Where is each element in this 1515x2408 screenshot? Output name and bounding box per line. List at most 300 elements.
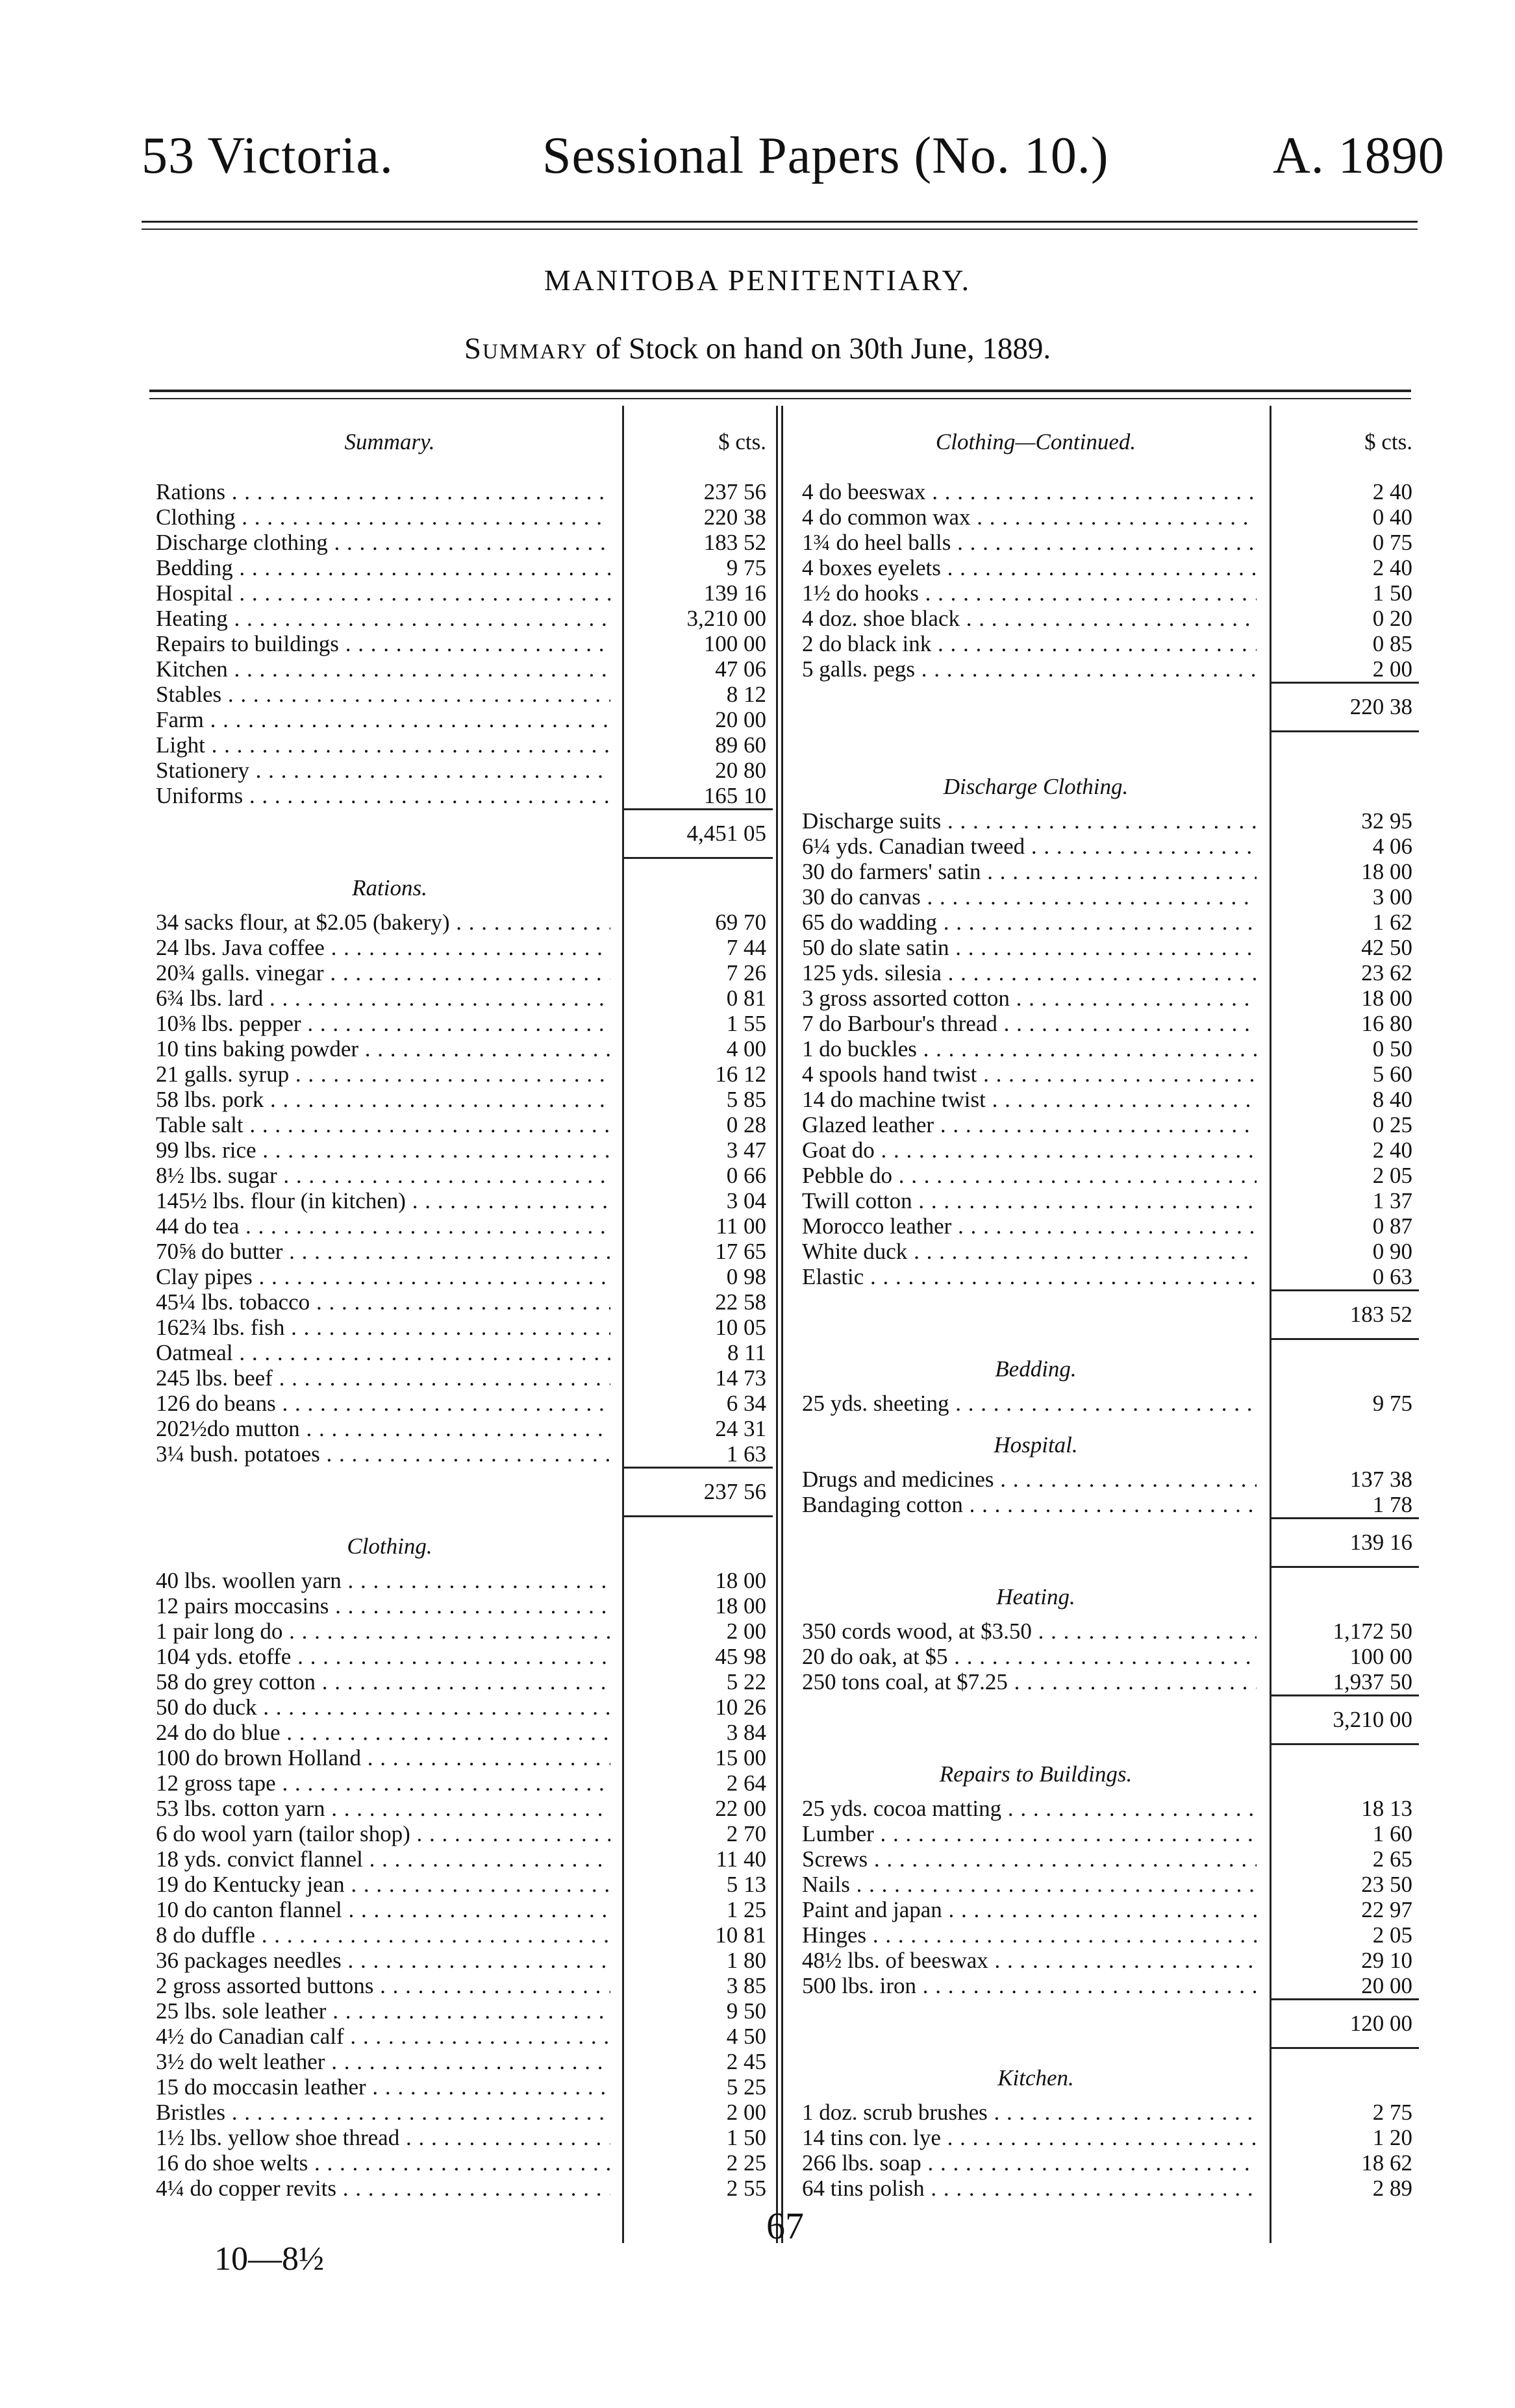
item-description: 70⅝ do butter . . . xyxy=(156,1239,610,1264)
item-description: 99 lbs. rice . . . xyxy=(156,1137,610,1163)
item-amount: 2 05 xyxy=(1372,1922,1412,1948)
item-amount: 9 75 xyxy=(1372,1391,1412,1416)
table-row xyxy=(156,1796,773,1821)
table-row xyxy=(156,631,773,656)
item-description: 34 sacks flour, at $2.05 (bakery) . . . xyxy=(156,910,610,935)
item-description: 36 packages needles . . . xyxy=(156,1948,610,1973)
header-center: Sessional Papers (No. 10.) xyxy=(542,127,1109,184)
item-description: 6¾ lbs. lard . . . xyxy=(156,986,610,1011)
item-description: 4 spools hand twist . . . xyxy=(802,1061,1257,1087)
item-description: 20¾ galls. vinegar . . . xyxy=(156,960,610,986)
item-description: 2 do black ink . . . xyxy=(802,631,1257,656)
item-amount: 1,937 50 xyxy=(1333,1669,1412,1694)
item-amount: 3 85 xyxy=(726,1973,766,1998)
item-description: 6 do wool yarn (tailor shop) . . . xyxy=(156,1821,610,1846)
table-row xyxy=(802,1391,1419,1416)
item-amount: 22 58 xyxy=(715,1289,766,1315)
item-amount: 2 00 xyxy=(726,2100,766,2125)
table-row xyxy=(156,1897,773,1922)
item-amount: 3 04 xyxy=(726,1188,766,1213)
item-description: 10 do canton flannel . . . xyxy=(156,1897,610,1922)
item-description: Elastic . . . xyxy=(802,1264,1257,1289)
table-row xyxy=(156,1289,773,1315)
item-description: 25 yds. sheeting . . . xyxy=(802,1391,1257,1416)
table-row xyxy=(156,504,773,530)
table-row xyxy=(802,1897,1419,1922)
item-description: Clothing . . . xyxy=(156,504,610,530)
table-row xyxy=(802,1188,1419,1213)
item-amount: 139 16 xyxy=(703,580,766,606)
total-amount: 3,210 00 xyxy=(1270,1694,1419,1745)
table-row xyxy=(156,555,773,580)
signature-mark: 10—8½ xyxy=(214,2240,324,2278)
item-amount: 8 12 xyxy=(726,682,766,707)
item-description: 21 galls. syrup . . . xyxy=(156,1061,610,1087)
item-amount: 0 20 xyxy=(1372,606,1412,631)
item-amount: 4 00 xyxy=(726,1036,766,1061)
column-header xyxy=(156,425,773,454)
item-description: 10⅜ lbs. pepper . . . xyxy=(156,1011,610,1036)
table-row xyxy=(156,2100,773,2125)
item-amount: 0 90 xyxy=(1372,1239,1412,1264)
table-row xyxy=(156,1948,773,1973)
table-top-rule xyxy=(149,390,1411,392)
item-amount: 0 40 xyxy=(1372,504,1412,530)
item-amount: 0 87 xyxy=(1372,1213,1412,1239)
table-row xyxy=(156,1770,773,1796)
item-amount: 5 85 xyxy=(726,1087,766,1112)
total-amount: 139 16 xyxy=(1270,1517,1419,1568)
item-amount: 137 38 xyxy=(1349,1467,1412,1492)
item-amount: 1 50 xyxy=(1372,580,1412,606)
right-column xyxy=(802,425,1419,2201)
table-row xyxy=(156,1619,773,1644)
column-divider xyxy=(781,406,783,2243)
item-amount: 0 75 xyxy=(1372,530,1412,555)
item-amount: 22 00 xyxy=(715,1796,766,1821)
column-divider xyxy=(776,406,778,2243)
table-row xyxy=(802,2150,1419,2176)
item-description: 3½ do welt leather . . . xyxy=(156,2049,610,2074)
total-row xyxy=(156,1467,773,1517)
table-row xyxy=(802,656,1419,682)
item-amount: 2 40 xyxy=(1372,1137,1412,1163)
table-row xyxy=(156,2150,773,2176)
item-amount: 18 62 xyxy=(1361,2150,1412,2176)
item-amount: 5 13 xyxy=(726,1872,766,1897)
item-amount: 18 13 xyxy=(1361,1796,1412,1821)
total-row xyxy=(802,1694,1419,1745)
table-row xyxy=(156,682,773,707)
table-row xyxy=(156,1821,773,1846)
item-amount: 23 50 xyxy=(1361,1872,1412,1897)
item-description: Pebble do . . . xyxy=(802,1163,1257,1188)
item-amount: 18 00 xyxy=(1361,986,1412,1011)
item-amount: 165 10 xyxy=(703,783,766,808)
table-row xyxy=(156,1973,773,1998)
table-row xyxy=(802,1796,1419,1821)
item-description: Bedding . . . xyxy=(156,555,610,580)
section-heading: Heating. xyxy=(996,1584,1075,1609)
table-row xyxy=(802,884,1419,910)
item-description: 12 gross tape . . . xyxy=(156,1770,610,1796)
item-description: 125 yds. silesia . . . xyxy=(802,960,1257,986)
item-amount: 2 25 xyxy=(726,2150,766,2176)
table-row xyxy=(802,2100,1419,2125)
item-amount: 183 52 xyxy=(703,530,766,555)
item-description: 45¼ lbs. tobacco . . . xyxy=(156,1289,610,1315)
table-row xyxy=(156,1188,773,1213)
item-description: Discharge clothing . . . xyxy=(156,530,610,555)
table-row xyxy=(802,1036,1419,1061)
spacer xyxy=(802,732,1419,758)
table-row xyxy=(156,1264,773,1289)
item-amount: 1 37 xyxy=(1372,1188,1412,1213)
item-description: 3¼ bush. potatoes . . . xyxy=(156,1441,610,1467)
item-amount: 0 85 xyxy=(1372,631,1412,656)
currency-header: $ cts. xyxy=(718,429,766,454)
item-amount: 2 70 xyxy=(726,1821,766,1846)
item-description: 4¼ do copper revits . . . xyxy=(156,2176,610,2201)
table-row xyxy=(802,580,1419,606)
item-description: 4 do common wax . . . xyxy=(802,504,1257,530)
table-row xyxy=(156,707,773,732)
table-row xyxy=(802,2125,1419,2150)
item-amount: 22 97 xyxy=(1361,1897,1412,1922)
section-heading: Bedding. xyxy=(995,1356,1077,1382)
item-amount: 2 65 xyxy=(1372,1846,1412,1872)
item-amount: 2 45 xyxy=(726,2049,766,2074)
table-row xyxy=(156,935,773,960)
item-amount: 1 20 xyxy=(1372,2125,1412,2150)
table-row xyxy=(156,1922,773,1948)
table-row xyxy=(156,580,773,606)
item-amount: 3,210 00 xyxy=(686,606,766,631)
item-description: Glazed leather . . . xyxy=(802,1112,1257,1137)
item-description: Hospital . . . xyxy=(156,580,610,606)
item-amount: 1,172 50 xyxy=(1333,1619,1412,1644)
table-row xyxy=(802,1619,1419,1644)
item-amount: 237 56 xyxy=(703,479,766,504)
table-row xyxy=(156,1694,773,1720)
item-amount: 89 60 xyxy=(715,732,766,758)
table-row xyxy=(802,1137,1419,1163)
item-amount: 10 05 xyxy=(715,1315,766,1340)
item-amount: 7 44 xyxy=(726,935,766,960)
item-description: 44 do tea . . . xyxy=(156,1213,610,1239)
section-heading: Rations. xyxy=(352,875,427,900)
item-description: 7 do Barbour's thread . . . xyxy=(802,1011,1257,1036)
item-amount: 18 00 xyxy=(1361,859,1412,884)
item-amount: 23 62 xyxy=(1361,960,1412,986)
table-row xyxy=(802,1112,1419,1137)
section-heading: Kitchen. xyxy=(997,2065,1074,2091)
item-description: 1 do buckles . . . xyxy=(802,1036,1257,1061)
item-amount: 0 66 xyxy=(726,1163,766,1188)
item-amount: 42 50 xyxy=(1361,935,1412,960)
table-row xyxy=(156,1669,773,1694)
item-description: 500 lbs. iron . . . xyxy=(802,1973,1257,1998)
table-row xyxy=(802,808,1419,834)
table-row xyxy=(156,2176,773,2201)
item-amount: 9 75 xyxy=(726,555,766,580)
item-description: 1 pair long do . . . xyxy=(156,1619,610,1644)
header-rule xyxy=(142,229,1418,230)
item-description: Bristles . . . xyxy=(156,2100,610,2125)
table-row xyxy=(802,1669,1419,1694)
header-rule xyxy=(142,221,1418,223)
document-subtitle xyxy=(0,331,1515,366)
item-amount: 1 62 xyxy=(1372,910,1412,935)
item-description: 14 tins con. lye . . . xyxy=(802,2125,1257,2150)
table-row xyxy=(156,479,773,504)
item-description: 19 do Kentucky jean . . . xyxy=(156,1872,610,1897)
item-description: 245 lbs. beef . . . xyxy=(156,1365,610,1391)
table-row xyxy=(802,910,1419,935)
item-amount: 20 00 xyxy=(715,707,766,732)
item-amount: 2 89 xyxy=(1372,2176,1412,2201)
item-description: Farm . . . xyxy=(156,707,610,732)
item-description: 53 lbs. cotton yarn . . . xyxy=(156,1796,610,1821)
table-row xyxy=(156,1998,773,2024)
table-row xyxy=(156,1213,773,1239)
item-amount: 16 80 xyxy=(1361,1011,1412,1036)
page-number: 67 xyxy=(766,2205,804,2247)
item-amount: 8 40 xyxy=(1372,1087,1412,1112)
document-title: MANITOBA PENITENTIARY. xyxy=(544,264,971,297)
table-row xyxy=(156,1137,773,1163)
table-row xyxy=(802,1644,1419,1669)
item-amount: 5 22 xyxy=(726,1669,766,1694)
item-amount: 2 05 xyxy=(1372,1163,1412,1188)
item-amount: 15 00 xyxy=(715,1745,766,1770)
table-row xyxy=(156,1568,773,1593)
table-row xyxy=(156,1745,773,1770)
item-amount: 20 80 xyxy=(715,758,766,783)
section-heading: Clothing. xyxy=(347,1533,432,1559)
item-amount: 3 47 xyxy=(726,1137,766,1163)
item-description: Rations . . . xyxy=(156,479,610,504)
item-description: Repairs to buildings . . . xyxy=(156,631,610,656)
item-description: 14 do machine twist . . . xyxy=(802,1087,1257,1112)
table-row xyxy=(802,1213,1419,1239)
item-description: 4 do beeswax . . . xyxy=(802,479,1257,504)
item-amount: 20 00 xyxy=(1361,1973,1412,1998)
table-row xyxy=(156,1872,773,1897)
item-description: 65 do wadding . . . xyxy=(802,910,1257,935)
item-description: 4½ do Canadian calf . . . xyxy=(156,2024,610,2049)
header-left: 53 Victoria. xyxy=(142,127,394,184)
item-amount: 1 60 xyxy=(1372,1821,1412,1846)
table-top-rule xyxy=(149,398,1411,399)
total-row xyxy=(802,682,1419,732)
item-description: 6¼ yds. Canadian tweed . . . xyxy=(802,834,1257,859)
table-row xyxy=(802,1061,1419,1087)
item-description: 30 do canvas . . . xyxy=(802,884,1257,910)
item-description: 162¾ lbs. fish . . . xyxy=(156,1315,610,1340)
table-row xyxy=(156,530,773,555)
item-amount: 0 50 xyxy=(1372,1036,1412,1061)
table-row xyxy=(802,859,1419,884)
item-description: 3 gross assorted cotton . . . xyxy=(802,986,1257,1011)
item-description: 250 tons coal, at $7.25 . . . xyxy=(802,1669,1257,1694)
table-row xyxy=(156,758,773,783)
total-row xyxy=(156,808,773,859)
table-row xyxy=(156,783,773,808)
item-amount: 32 95 xyxy=(1361,808,1412,834)
section-heading: Clothing—Continued. xyxy=(935,429,1136,454)
item-description: Table salt . . . xyxy=(156,1112,610,1137)
table-row xyxy=(802,606,1419,631)
table-row xyxy=(802,1872,1419,1897)
table-row xyxy=(156,1365,773,1391)
item-amount: 10 81 xyxy=(715,1922,766,1948)
table-row xyxy=(802,1846,1419,1872)
item-description: Screws . . . xyxy=(802,1846,1257,1872)
item-description: Clay pipes . . . xyxy=(156,1264,610,1289)
item-description: Bandaging cotton . . . xyxy=(802,1492,1257,1517)
item-description: 40 lbs. woollen yarn . . . xyxy=(156,1568,610,1593)
item-amount: 11 40 xyxy=(716,1846,766,1872)
item-description: Uniforms . . . xyxy=(156,783,610,808)
table-row xyxy=(802,935,1419,960)
item-amount: 3 00 xyxy=(1372,884,1412,910)
item-amount: 2 00 xyxy=(726,1619,766,1644)
item-description: Light . . . xyxy=(156,732,610,758)
section-heading: Repairs to Buildings. xyxy=(939,1761,1133,1787)
table-row xyxy=(156,1416,773,1441)
table-row xyxy=(156,1087,773,1112)
table-row xyxy=(156,2049,773,2074)
table-row xyxy=(802,1948,1419,1973)
item-description: 58 lbs. pork . . . xyxy=(156,1087,610,1112)
item-amount: 0 63 xyxy=(1372,1264,1412,1289)
total-row xyxy=(802,1998,1419,2049)
item-amount: 1 25 xyxy=(726,1897,766,1922)
item-description: 16 do shoe welts . . . xyxy=(156,2150,610,2176)
item-amount: 14 73 xyxy=(715,1365,766,1391)
item-amount: 1 50 xyxy=(726,2125,766,2150)
item-description: 64 tins polish . . . xyxy=(802,2176,1257,2201)
item-description: 126 do beans . . . xyxy=(156,1391,610,1416)
item-amount: 2 64 xyxy=(726,1770,766,1796)
table-row xyxy=(802,960,1419,986)
item-description: 104 yds. etoffe . . . xyxy=(156,1644,610,1669)
table-row xyxy=(156,960,773,986)
table-row xyxy=(156,606,773,631)
item-description: Kitchen . . . xyxy=(156,656,610,682)
table-row xyxy=(156,910,773,935)
table-row xyxy=(156,986,773,1011)
table-row xyxy=(802,1239,1419,1264)
item-description: 2 gross assorted buttons . . . xyxy=(156,1973,610,1998)
item-description: Heating . . . xyxy=(156,606,610,631)
subtitle-rest: of Stock on hand on 30th June, 1889. xyxy=(588,332,1051,366)
total-row xyxy=(802,1517,1419,1568)
left-column xyxy=(156,425,773,2201)
item-amount: 2 40 xyxy=(1372,555,1412,580)
item-amount: 4 06 xyxy=(1372,834,1412,859)
total-row xyxy=(802,1289,1419,1340)
table-row xyxy=(802,834,1419,859)
item-description: 266 lbs. soap . . . xyxy=(802,2150,1257,2176)
item-description: 10 tins baking powder . . . xyxy=(156,1036,610,1061)
item-description: 1½ lbs. yellow shoe thread . . . xyxy=(156,2125,610,2150)
item-amount: 18 00 xyxy=(715,1593,766,1619)
table-row xyxy=(156,656,773,682)
table-row xyxy=(802,479,1419,504)
item-description: 12 pairs moccasins . . . xyxy=(156,1593,610,1619)
section-heading: Discharge Clothing. xyxy=(943,774,1129,799)
table-row xyxy=(802,2176,1419,2201)
table-row xyxy=(802,1087,1419,1112)
item-description: 25 lbs. sole leather . . . xyxy=(156,1998,610,2024)
item-description: 25 yds. cocoa matting . . . xyxy=(802,1796,1257,1821)
item-amount: 45 98 xyxy=(715,1644,766,1669)
table-row xyxy=(156,1340,773,1365)
table-row xyxy=(156,732,773,758)
item-description: 15 do moccasin leather . . . xyxy=(156,2074,610,2100)
currency-header: $ cts. xyxy=(1364,429,1412,454)
item-amount: 69 70 xyxy=(715,910,766,935)
item-description: 20 do oak, at $5 . . . xyxy=(802,1644,1257,1669)
table-row xyxy=(156,1720,773,1745)
header-right: A. 1890 xyxy=(1273,127,1445,184)
table-row xyxy=(802,1821,1419,1846)
table-row xyxy=(156,2074,773,2100)
table-row xyxy=(156,2024,773,2049)
item-description: 8½ lbs. sugar . . . xyxy=(156,1163,610,1188)
item-description: 50 do duck . . . xyxy=(156,1694,610,1720)
item-amount: 220 38 xyxy=(703,504,766,530)
total-amount: 183 52 xyxy=(1270,1289,1419,1340)
item-amount: 0 28 xyxy=(726,1112,766,1137)
item-description: 4 doz. shoe black . . . xyxy=(802,606,1257,631)
item-description: 350 cords wood, at $3.50 . . . xyxy=(802,1619,1257,1644)
item-description: 4 boxes eyelets . . . xyxy=(802,555,1257,580)
item-amount: 24 31 xyxy=(715,1416,766,1441)
item-amount: 2 55 xyxy=(726,2176,766,2201)
item-description: 50 do slate satin . . . xyxy=(802,935,1257,960)
column-header xyxy=(802,425,1419,454)
item-description: 24 do do blue . . . xyxy=(156,1720,610,1745)
table-row xyxy=(156,1011,773,1036)
item-description: Drugs and medicines . . . xyxy=(802,1467,1257,1492)
item-description: 202½do mutton . . . xyxy=(156,1416,610,1441)
total-amount: 4,451 05 xyxy=(623,808,773,859)
item-amount: 47 06 xyxy=(715,656,766,682)
item-amount: 2 40 xyxy=(1372,479,1412,504)
item-description: Paint and japan . . . xyxy=(802,1897,1257,1922)
item-amount: 1 80 xyxy=(726,1948,766,1973)
item-description: Oatmeal . . . xyxy=(156,1340,610,1365)
table-row xyxy=(156,1593,773,1619)
item-amount: 16 12 xyxy=(715,1061,766,1087)
table-row xyxy=(802,504,1419,530)
table-row xyxy=(156,1391,773,1416)
item-description: 5 galls. pegs . . . xyxy=(802,656,1257,682)
table-row xyxy=(802,1467,1419,1492)
item-amount: 0 81 xyxy=(726,986,766,1011)
table-row xyxy=(802,1973,1419,1998)
table-row xyxy=(156,1036,773,1061)
table-row xyxy=(802,986,1419,1011)
item-amount: 0 25 xyxy=(1372,1112,1412,1137)
item-amount: 1 78 xyxy=(1372,1492,1412,1517)
table-row xyxy=(156,1846,773,1872)
table-row xyxy=(156,1315,773,1340)
item-amount: 18 00 xyxy=(715,1568,766,1593)
